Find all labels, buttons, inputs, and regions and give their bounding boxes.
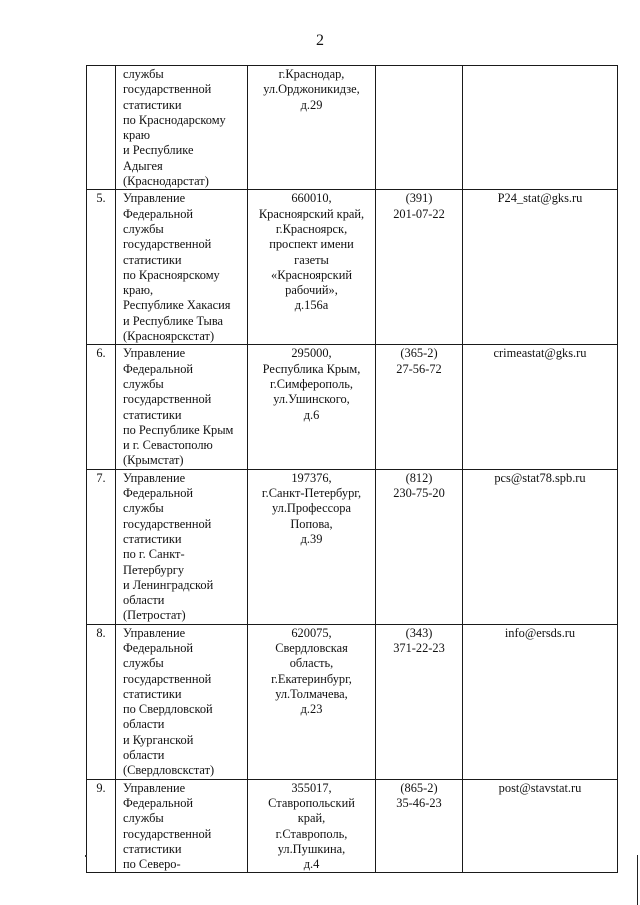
address-line: 355017, — [291, 780, 332, 795]
office-name-line: и Республике — [123, 143, 194, 158]
phone-cell — [376, 345, 463, 469]
office-name-cell — [116, 624, 248, 779]
address-line: ул.Пушкина, — [277, 841, 346, 856]
office-name-line: статистики — [123, 841, 182, 856]
phone-line: (391) — [405, 191, 433, 206]
office-name-line: службы — [123, 811, 164, 826]
email-cell — [463, 345, 618, 469]
email-cell — [463, 190, 618, 345]
table-row — [87, 624, 618, 779]
address-line: рабочий», — [285, 283, 338, 298]
address-line: д.23 — [300, 702, 323, 717]
table-row — [87, 190, 618, 345]
office-name-line: статистики — [123, 252, 182, 267]
office-name-line: краю, — [123, 283, 154, 298]
row-number: 9. — [96, 780, 106, 795]
address-line: 197376, — [291, 470, 332, 485]
phone-line: 201-07-22 — [393, 206, 445, 221]
scan-speck — [85, 855, 87, 857]
phone-line: 27-56-72 — [396, 361, 442, 376]
address-line: край, — [297, 811, 326, 826]
email-address: info@ersds.ru — [504, 625, 576, 640]
office-name-line: области — [123, 593, 165, 608]
address-line: 295000, — [291, 346, 332, 361]
address-line: Республика Крым, — [262, 361, 361, 376]
office-name-line: службы — [123, 221, 164, 236]
phone-line: (812) — [405, 470, 433, 485]
address-cell — [248, 190, 376, 345]
office-name-line: Управление — [123, 780, 186, 795]
phone-line: 35-46-23 — [396, 795, 442, 810]
email-address: pcs@stat78.spb.ru — [494, 470, 586, 485]
office-name-line: государственной — [123, 237, 212, 252]
address-line: г.Екатеринбург, — [271, 671, 352, 686]
table-body — [87, 66, 618, 873]
address-line: «Красноярский — [271, 267, 352, 282]
address-line: область, — [289, 656, 334, 671]
row-number: 6. — [96, 346, 106, 361]
address-line: г.Санкт-Петербург, — [261, 486, 362, 501]
email-cell — [463, 469, 618, 624]
table-row — [87, 66, 618, 190]
row-number-cell — [87, 66, 116, 190]
address-line: д.4 — [303, 857, 320, 872]
address-line: д.39 — [300, 531, 323, 546]
address-line: 620075, — [291, 625, 332, 640]
address-line: 660010, — [291, 191, 332, 206]
office-name-line: государственной — [123, 671, 212, 686]
office-name-line: Федеральной — [123, 795, 194, 810]
row-number: 8. — [96, 625, 106, 640]
statistics-offices-table — [86, 65, 618, 873]
office-name-line: и Курганской — [123, 732, 194, 747]
phone-line: (365-2) — [400, 346, 438, 361]
row-number: 7. — [96, 470, 106, 485]
office-name-line: Управление — [123, 191, 186, 206]
office-name-line: Федеральной — [123, 361, 194, 376]
address-line: д.6 — [303, 407, 320, 422]
address-line: г.Краснодар, — [278, 67, 345, 81]
office-name-cell — [116, 66, 248, 190]
address-line: г.Красноярск, — [275, 221, 348, 236]
email-cell — [463, 624, 618, 779]
row-number-cell — [87, 345, 116, 469]
office-name-line: по Свердловской — [123, 702, 213, 717]
address-line: г.Ставрополь, — [275, 826, 348, 841]
office-name-line: службы — [123, 376, 164, 391]
office-name-line: Федеральной — [123, 640, 194, 655]
address-line: Красноярский край, — [258, 206, 365, 221]
office-name-line: службы — [123, 501, 164, 516]
office-name-cell — [116, 190, 248, 345]
address-line: Попова, — [290, 516, 333, 531]
address-line: г.Симферополь, — [269, 376, 354, 391]
office-name-line: по Северо- — [123, 857, 181, 872]
page-number: 2 — [316, 32, 324, 49]
office-name-line: Федеральной — [123, 486, 194, 501]
office-name-line: (Красноярскстат) — [123, 329, 215, 344]
email-address: P24_stat@gks.ru — [497, 191, 583, 206]
address-line: ул.Профессора — [272, 501, 351, 516]
address-line: ул.Ушинского, — [273, 392, 350, 407]
office-name-line: области — [123, 748, 165, 763]
office-name-line: Управление — [123, 470, 186, 485]
office-name-line: государственной — [123, 826, 212, 841]
phone-line: 230-75-20 — [393, 486, 445, 501]
row-number-cell — [87, 624, 116, 779]
office-name-line: статистики — [123, 531, 182, 546]
office-name-line: Управление — [123, 346, 186, 361]
office-name-line: и Республике Тыва — [123, 313, 224, 328]
office-name-line: (Крымстат) — [123, 453, 184, 468]
phone-cell — [376, 190, 463, 345]
office-name-line: по Краснодарскому — [123, 112, 226, 127]
office-name-line: государственной — [123, 392, 212, 407]
row-number-cell — [87, 190, 116, 345]
address-cell — [248, 624, 376, 779]
phone-cell — [376, 779, 463, 873]
address-cell — [248, 345, 376, 469]
office-name-line: области — [123, 717, 165, 732]
phone-cell — [376, 624, 463, 779]
address-line: д.156а — [294, 298, 329, 313]
phone-cell — [376, 469, 463, 624]
office-name-line: государственной — [123, 516, 212, 531]
office-name-line: и Ленинградской — [123, 577, 214, 592]
phone-line: (865-2) — [400, 780, 438, 795]
email-cell — [463, 779, 618, 873]
address-line: д.29 — [300, 97, 323, 112]
address-line: ул.Толмачева, — [275, 686, 348, 701]
office-name-line: (Петростат) — [123, 608, 186, 623]
page-edge-line — [637, 855, 638, 905]
office-name-line: и г. Севастополю — [123, 438, 213, 453]
office-name-line: государственной — [123, 82, 212, 97]
office-name-line: службы — [123, 656, 164, 671]
email-cell — [463, 66, 618, 190]
address-cell — [248, 779, 376, 873]
office-name-cell — [116, 779, 248, 873]
office-name-line: по Республике Крым — [123, 422, 234, 437]
table-row — [87, 469, 618, 624]
address-line: газеты — [294, 252, 329, 267]
row-number-cell — [87, 779, 116, 873]
address-cell — [248, 66, 376, 190]
row-number: 5. — [96, 191, 106, 206]
office-name-cell — [116, 469, 248, 624]
office-name-line: по Красноярскому — [123, 267, 220, 282]
office-name-line: Республике Хакасия — [123, 298, 231, 313]
phone-line: 371-22-23 — [393, 640, 445, 655]
office-name-line: службы — [123, 67, 164, 81]
row-number-cell — [87, 469, 116, 624]
office-name-line: Управление — [123, 625, 186, 640]
office-name-line: статистики — [123, 97, 182, 112]
phone-cell — [376, 66, 463, 190]
office-name-line: по г. Санкт- — [123, 547, 185, 562]
office-name-line: краю — [123, 128, 150, 143]
office-name-line: Петербургу — [123, 562, 185, 577]
office-name-line: Федеральной — [123, 206, 194, 221]
table-row — [87, 345, 618, 469]
address-line: проспект имени — [269, 237, 354, 252]
email-address: post@stavstat.ru — [498, 780, 582, 795]
office-name-line: (Свердловскстат) — [123, 763, 215, 778]
office-name-line: (Краснодарстат) — [123, 174, 209, 189]
address-line: Свердловская — [275, 640, 348, 655]
address-line: ул.Орджоникидзе, — [263, 82, 360, 97]
address-cell — [248, 469, 376, 624]
address-line: Ставропольский — [268, 795, 355, 810]
table-row — [87, 779, 618, 873]
phone-line: (343) — [405, 625, 433, 640]
office-name-line: статистики — [123, 686, 182, 701]
office-name-line: Адыгея — [123, 158, 163, 173]
email-address: crimeastat@gks.ru — [493, 346, 587, 361]
office-name-line: статистики — [123, 407, 182, 422]
office-name-cell — [116, 345, 248, 469]
